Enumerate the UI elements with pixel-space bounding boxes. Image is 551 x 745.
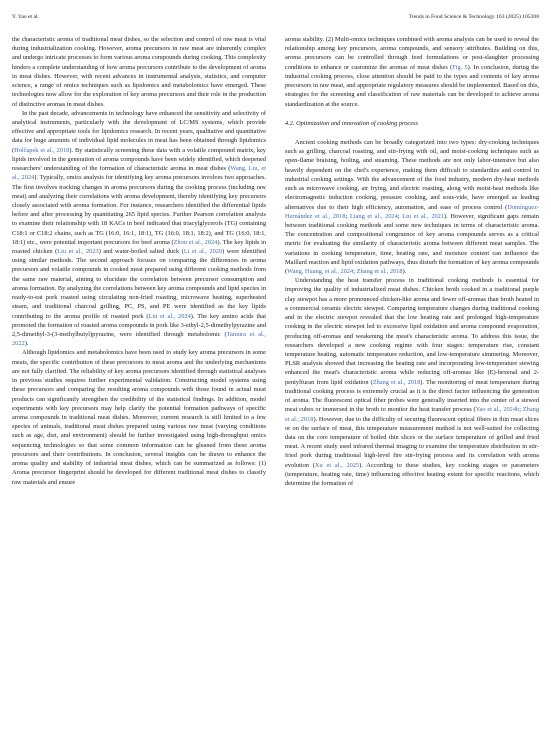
header-journal: Trends in Food Science & Technology 163 (2025) 105208 [408,14,539,20]
header-authors: Y. Yao et al. [12,14,39,20]
citation-link[interactable]: Liang et al., 2024 [349,212,398,220]
citation-link[interactable]: Li et al., 2020 [183,248,223,256]
citation-link[interactable]: Xu et al., 2025 [314,461,360,469]
citation-link[interactable]: Tamura et al., 2022 [12,331,266,348]
citation-link[interactable]: Zhang et al., 2018 [372,378,421,386]
paragraph: Although lipidomics and metabolomics have been used to study key aroma precursors in some meats, the specific contribution of these precursors to meat aroma and the underlying mechanisms are not fully clarified. The reliability of key aroma precursors identified through statistical analyses in previous studies requires further experimental validation. Constructing model systems using these precursors and comparing the resulting aroma compounds with those found in actual meat products can significantly strengthen the credibility of the statistical findings. In addition, model experiments with key precursors may help clarify the potential formation pathways of specific aroma compounds in traditional meat dishes. Moreover, current research is still limited to a few species of animals, traditional meat dishes prepared using various raw meat (varying conditions such as age, diet, and environment) should be further investigated using high-throughput omics sequencing technologies so that some common information can be gleaned from these aroma precursors and their contributions. In conclusion, several insights can be drawn to enhance the aroma quality and stability of industrial meat dishes, which can be summarized as follows: (1) Aroma precursor fingerprint should be developed for different traditional meat dishes to classify raw materials and ensure [12,349,266,486]
running-header [12,12,539,22]
paragraph: aroma stability. (2) Multi-omics techniques combined with aroma analysis can be used to reveal the relationship among key precursors, aroma compounds, and sensory attributes. Building on this, aroma precursors can be controlled through feed formulations or post-slaughter processing conditions to enhance or customize the aromas of meat dishes (Fig. 5). In conclusion, during the industrial cooking process, close attention should be paid to the types and contents of key aroma precursors in raw meat, and appropriate regulatory measures should be implemented. Based on this, strategies for the screening and classification of raw materials can be developed to achieve aroma standardization at the source. [285,36,539,108]
citation-link[interactable]: Zhang et al., 2018 [285,406,539,423]
citation-link[interactable]: Liu et al., 2024 [148,312,191,320]
paragraph: the characteristic aroma of traditional meat dishes, so the selection and control of raw meat is vital during industrialization cooking. However, aroma precursors in raw meat are inherently complex and undergo intricate processes to form various aroma compounds during cooking. This complexity hinders a complete understanding of how aroma precursors contribute to the development of aroma in meat dishes. However, with recent advances in instrumental analysis, statistics, and computer science, a range of omics techniques such as lipidomics and metabolomics have emerged. These technologies now allow for the exploration of key aroma precursors and their role in the production of distinctive aromas in meat dishes. [12,36,266,108]
citation-link[interactable]: Liu et al., 2021 [402,212,445,220]
right-column [285,35,539,488]
citation-link[interactable]: Wang, Liu, et al., 2024 [12,165,266,182]
section-heading: 4.2. Optimization and innovation of cooking process [285,119,418,127]
paragraph: In the past decade, advancements in technology have enhanced the sensitivity and selectivity of analytical instruments, particularly with the development of LC/MS systems, which provide effective and appropriate tools for lipidomics research. In recent years, qualitative and quantitative data for huge amounts of individual lipid molecules in meat has been obtained through lipidomics (Holčapek et al., 2018). By statistically screening these data with a volatile compound matrix, key lipids involved in the generation of aroma compounds have been widely identified, which deepened researchers' understanding of the formation of characteristic aroma in meat dishes (Wang, Liu, et al., 2024). Typically, omics analysis for identifying key aroma precursors involves two approaches. The first involves tracking changes in aroma precursors during the cooking process (including raw meat) and analyzing their correlations with aroma development, thereby identifying key precursors closely associated with aroma formation. For instance, researchers identified the differential lipids before and after processing by quantitating 265 lipid species. Further Pearson correlation analysis to examine their relationship with 18 KACs in beef indicated that triacylglycerols (TG) containing C18:1 or C18:2 chains, such as TG (16:0, 16:1, 18:1), TG (16:0, 18:1, 18:2), and TG (16:0, 18:1, 18:1) etc., were potential important precursors for beef aroma (Zhou et al., 2024). The key lipids in roasted chicken (Liu et al., 2023) and water-boiled salted duck (Li et al., 2020) were identified using similar methods. The second approach focuses on comparing the differences in aroma precursors and volatile compounds in cooked meat prepared using different cooking methods from the same raw material, aiming to elucidate the correlation between precursor consumption and aroma formation. By analyzing the correlations between key aroma compounds and lipid species in ready-to-eat pork roasted using circulating non-fried roasting, microwave heating, superheated steam, and traditional charcoal grilling, PC, PS, and PE were identified as the key lipids contributing to the aroma profile of roasted pork (Liu et al., 2024). The key amino acids that promoted the formation of roasted aroma compounds in pork like 3-ethyl-2,5-dimethylpyrazine and 2,5-dimethyl-3-(3-methylbutyl)pyrazine, were identified through metabolomic (Tamura et al., 2022). [12,109,267,348]
citation-link[interactable]: Wang, Huang, et al., 2024 [287,268,354,276]
figure-link[interactable]: Fig. 5 [452,63,468,71]
citation-link[interactable]: Liu et al., 2023 [57,248,99,256]
citation-link[interactable]: Zhang et al., 2018 [356,268,403,276]
paragraph: Ancient cooking methods can be broadly categorized into two types: dry-cooking techniques such as grilling, charcoal roasting, and stir-frying with oil, and moist-cooking techniques such as open-flame braising, boiling, and steaming. These methods are not only labor-intensive but also heavily dependent on the chef's experience, making them difficult to standardize and control in industrial cooking settings. With the advancement of the food industry, modern dry-heat methods such as microwave cooking, air frying, and electric roasting, along with moist-heat methods like electromagnetic induction cooking, pressure cooking, and sous-vide, have emerged as leading alternatives due to their high efficiency, automation, and ease of process control (Domínguez-Hernández et al., 2018; Liang et al., 2024; Liu et al., 2021). However, significant gaps remain between traditional cooking methods and some new techniques in terms of characteristic aroma. The concentration and compositional congruence of key aroma compounds serves as a critical metric for evaluating the similarity of characteristic aroma between different meat samples. The variations in cooking temperature, time, heating rate, and moisture content can influence the Maillard reaction and lipid oxidation pathways, thus disturb the formation of key aroma compounds (Wang, Huang, et al., 2024; Zhang et al., 2018). [285,138,539,276]
citation-link[interactable]: Zhou et al., 2024 [173,238,218,246]
citation-link[interactable]: Holčapek et al., 2018 [14,146,70,154]
citation-link[interactable]: Domínguez-Hernández et al., 2018 [285,203,539,220]
left-column [12,35,266,487]
paragraph: Understanding the heat transfer process in traditional cooking methods is essential for improving the quality of industrialized meat dishes. Chicken broth cooked in a traditional purple clay stewpot has a more pronounced chicken-like aroma and fewer off-aromas than broth heated in a commercial ceramic electric stewpot. Comparing temperature changes during traditional cooking and in the electric stewpot revealed that the low heating rate and prolonged high-temperature cooking in the electric stewpot led to excessive lipid oxidation and aroma compound evaporation, producing off-aromas and weakening the meat's characteristic aroma. To address this issue, the researchers developed a new cooking regime with four stages: temperature rise, constant temperature heating, automatic temperature reduction, and low-temperature simmering. Moreover, PLSR analysis showed that increasing the heating rate and incorporating low-temperature stewing enhanced the meat's characteristic aroma while reducing off-aromas like (E)-hexenal and 2-pentylfuran from lipid oxidation (Zhang et al., 2018). The monitoring of meat temperature during traditional cooking process is extremely crucial as it is the direct factor influencing the generation of aroma. The fluorescent optical fiber probes were generally inserted into the center of a stewed meat cubes or immersed in the broth to monitor the heat transfer process (Yao et al., 2024b; Zhang et al., 2018). However, due to the difficulty of securing fluorescent optical fibers in thin meat slices or on the surface of meat, this temperature measurement method is not well-suited for collecting data on the core temperature of boiled thin slices or the surface temperature of grilled and fried meat. A recent study used infrared thermal imaging to examine the temperature distribution in stir-fried pork during traditional high-level fire stir-frying process and its correlation with aroma evolution (Xu et al., 2025). According to these studies, key cooking stages or parameters (temperature, heating rate, time) influencing effective heating extent for specific reactions, which determine the formation of [285,277,540,488]
citation-link[interactable]: Yao et al., 2024b [475,406,520,414]
